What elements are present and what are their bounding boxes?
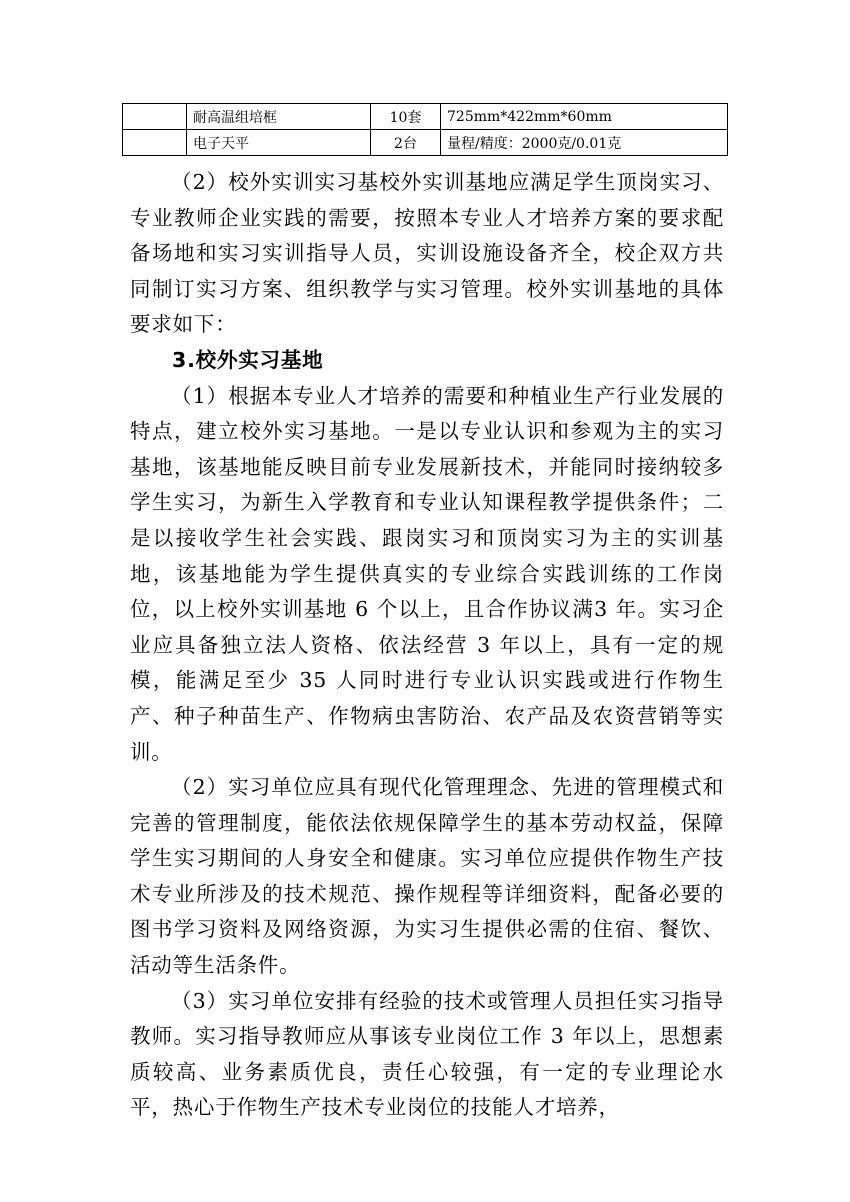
table-row xyxy=(123,130,728,156)
paragraph-practice-unit-management: （2）实习单位应具有现代化管理理念、先进的管理模式和完善的管理制度，能依法依规保障学生的基本劳动权益，保障学生实习期间的人身安全和健康。实习单位应提供作物生产技术专业所涉及的技术规范、操作规程等详细资料，配备必要的图书学习资料及网络资源，为实习生提供必需的住宿、餐饮、活动等生活条件。 xyxy=(130,775,724,978)
paragraph-practice-base-requirements: （1）根据本专业人才培养的需要和种植业生产行业发展的特点，建立校外实习基地。一是以专业认识和参观为主的实习基地，该基地能反映目前专业发展新技术，并能同时接纳较多学生实习，为新生入学教育和专业认知课程教学提供条件；二是以接收学生社会实践、跟岗实习和顶岗实习为主的实训基地，该基地能为学生提供真实的专业综合实践训练的工作岗位，以上校外实训基地 6 个以上，且合作协议满3 年。实习企业应具备独立法人资格、依法经营 3 年以上，具有一定的规模，能满足至少 35 人同时进行专业认识实践或进行作物生产、种子种苗生产、作物病虫害防治、农产品及农资营销等实训。 xyxy=(130,383,724,764)
equipment-quantity: 10套 xyxy=(371,104,441,130)
table-cell-blank xyxy=(123,104,187,130)
equipment-spec: 量程/精度：2000克/0.01克 xyxy=(441,130,728,156)
table-cell-blank xyxy=(123,130,187,156)
equipment-name: 耐高温组培框 xyxy=(187,104,371,130)
equipment-spec: 725mm*422mm*60mm xyxy=(441,104,728,130)
equipment-name: 电子天平 xyxy=(187,130,371,156)
body-text xyxy=(130,165,724,1126)
paragraph-offcampus-training-base: （2）校外实训实习基校外实训基地应满足学生顶岗实习、专业教师企业实践的需要，按照本专业人才培养方案的要求配备场地和实习实训指导人员，实训设施设备齐全，校企双方共同制订实习方案、组织教学与实习管理。校外实训基地的具体要求如下： xyxy=(130,170,724,337)
section-heading: 3.校外实习基地 xyxy=(172,347,324,372)
equipment-table xyxy=(122,103,728,156)
equipment-quantity: 2台 xyxy=(371,130,441,156)
table-row xyxy=(123,104,728,130)
paragraph-practice-instructors: （3）实习单位安排有经验的技术或管理人员担任实习指导教师。实习指导教师应从事该专业岗位工作 3 年以上，思想素质较高、业务素质优良，责任心较强，有一定的专业理论水平，热心于作物生产技术专业岗位的技能人才培养， xyxy=(130,988,724,1120)
